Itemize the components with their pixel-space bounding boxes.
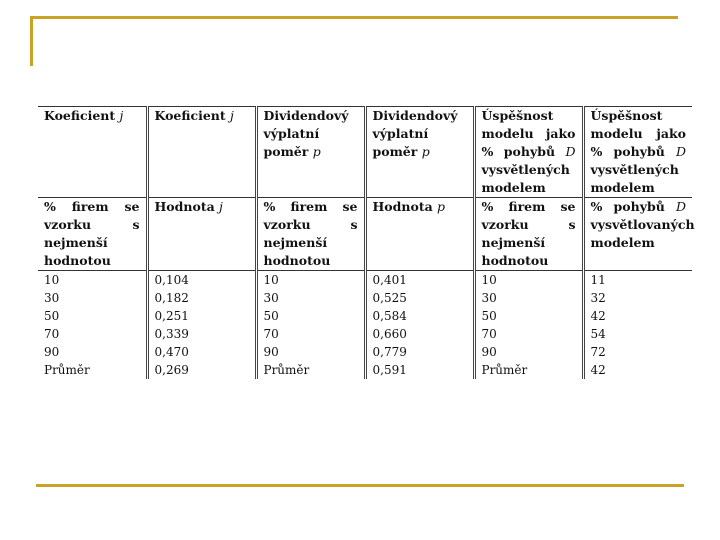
header-cell: % firem se vzorku s nejmenší hodnotou	[256, 198, 365, 271]
header-cell: Úspěšnost modelu jako % pohybů D vysvětlených modelem	[474, 107, 583, 198]
table-cell: 0,269	[147, 361, 256, 379]
table-row	[38, 289, 692, 307]
header-cell: Hodnota p	[365, 198, 474, 271]
table-cell: 50	[256, 307, 365, 325]
header-cell: % firem se vzorku s nejmenší hodnotou	[38, 198, 147, 271]
header-cell: % firem se vzorku s nejmenší hodnotou	[474, 198, 583, 271]
table-cell: 30	[256, 289, 365, 307]
table-cell: 0,470	[147, 343, 256, 361]
table-cell: 11	[583, 271, 692, 290]
table-row	[38, 325, 692, 343]
table-cell: 50	[44, 309, 60, 323]
table-cell: 70	[44, 327, 60, 341]
table-cell: 10	[38, 271, 147, 290]
header-cell: Koeficient j	[38, 107, 147, 198]
table-cell: 90	[256, 343, 365, 361]
table-cell: 54	[583, 325, 692, 343]
table-cell: 90	[474, 343, 583, 361]
dividend-model-table	[38, 106, 695, 379]
header-cell: Hodnota j	[147, 198, 256, 271]
table-cell: 32	[583, 289, 692, 307]
table-row-average	[38, 361, 692, 379]
header-cell: Úspěšnost modelu jako % pohybů D vysvětlených modelem	[583, 107, 692, 198]
table-cell: 0,251	[147, 307, 256, 325]
left-accent-line	[30, 16, 33, 66]
header-cell: Dividendový výplatní poměr p	[256, 107, 365, 198]
table-cell: Průměr	[474, 361, 583, 379]
table-cell: 42	[583, 361, 692, 379]
table-cell: 0,182	[147, 289, 256, 307]
top-accent-line	[30, 16, 678, 19]
header-row-1	[38, 107, 692, 198]
table-cell: 0,779	[365, 343, 474, 361]
header-row-2	[38, 198, 692, 271]
table-cell: 0,104	[147, 271, 256, 290]
table-cell: 0,584	[365, 307, 474, 325]
table-row	[38, 307, 692, 325]
table-cell: 10	[256, 271, 365, 290]
bottom-accent-line	[36, 484, 684, 487]
table-cell: 0,525	[365, 289, 474, 307]
table-cell: 30	[44, 291, 60, 305]
table-cell: 70	[474, 325, 583, 343]
table-row	[38, 271, 692, 290]
table-cell: 42	[583, 307, 692, 325]
table-row	[38, 343, 692, 361]
table-cell: 30	[474, 289, 583, 307]
header-cell: Dividendový výplatní poměr p	[365, 107, 474, 198]
table-cell: Průměr	[256, 361, 365, 379]
header-cell: Koeficient j	[147, 107, 256, 198]
table-cell: Průměr	[44, 363, 90, 377]
table-cell: 10	[474, 271, 583, 290]
table-cell: 70	[256, 325, 365, 343]
table-cell: 0,660	[365, 325, 474, 343]
header-cell: % pohybů D vysvětlovaných modelem	[583, 198, 692, 271]
table-cell: 90	[44, 345, 60, 359]
table-cell: 0,591	[365, 361, 474, 379]
table-cell: 0,339	[147, 325, 256, 343]
table-cell: 0,401	[365, 271, 474, 290]
table-cell: 72	[583, 343, 692, 361]
table-cell: 50	[474, 307, 583, 325]
